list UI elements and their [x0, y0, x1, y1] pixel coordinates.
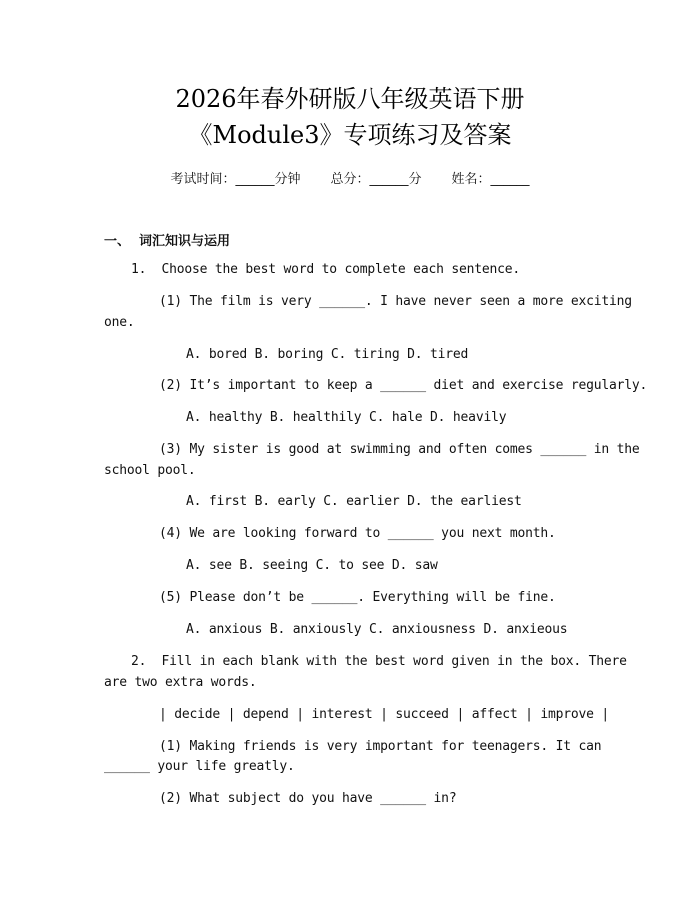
document-title-line2: 《Module3》专项练习及答案: [188, 121, 512, 149]
question-1-5-stem: (5) Please don’t be ______. Everything will be fine.: [159, 590, 556, 605]
question-1-3-options: A. first B. early C. earlier D. the earliest: [186, 494, 522, 509]
question-2-prompt-cont: are two extra words.: [104, 675, 257, 690]
question-1-1-stem-cont: one.: [104, 315, 135, 330]
question-1-3-stem-cont: school pool.: [104, 463, 196, 478]
question-1-2-options: A. healthy B. healthily C. hale D. heavily: [186, 410, 507, 425]
exam-name: 姓名：______: [451, 172, 530, 187]
exam-meta: [0, 168, 700, 187]
section-heading: 一、 词汇知识与运用: [104, 234, 231, 249]
question-1-1-stem: (1) The film is very ______. I have never seen a more exciting: [159, 294, 632, 309]
question-1-4-options: A. see B. seeing C. to see D. saw: [186, 558, 438, 573]
question-1-3-stem: (3) My sister is good at swimming and often comes ______ in the: [159, 442, 640, 457]
exam-score: 总分：______分: [330, 172, 422, 187]
question-1-2-stem: (2) It’s important to keep a ______ diet and exercise regularly.: [159, 378, 648, 393]
question-1-5-options: A. anxious B. anxiously C. anxiousness D. anxieous: [186, 622, 568, 637]
question-1-prompt: 1. Choose the best word to complete each sentence.: [131, 262, 520, 277]
document-title-line1: 2026年春外研版八年级英语下册: [175, 85, 525, 113]
question-2-1-stem: (1) Making friends is very important for teenagers. It can: [159, 739, 602, 754]
question-2-prompt: 2. Fill in each blank with the best word given in the box. There: [131, 654, 627, 669]
word-box: | decide | depend | interest | succeed | affect | improve |: [159, 707, 609, 722]
question-1-1-options: A. bored B. boring C. tiring D. tired: [186, 347, 469, 362]
question-1-4-stem: (4) We are looking forward to ______ you next month.: [159, 526, 556, 541]
exam-time: 考试时间：______分钟: [170, 172, 301, 187]
question-2-2-stem: (2) What subject do you have ______ in?: [159, 791, 457, 806]
question-2-1-stem-cont: ______ your life greatly.: [104, 759, 295, 774]
